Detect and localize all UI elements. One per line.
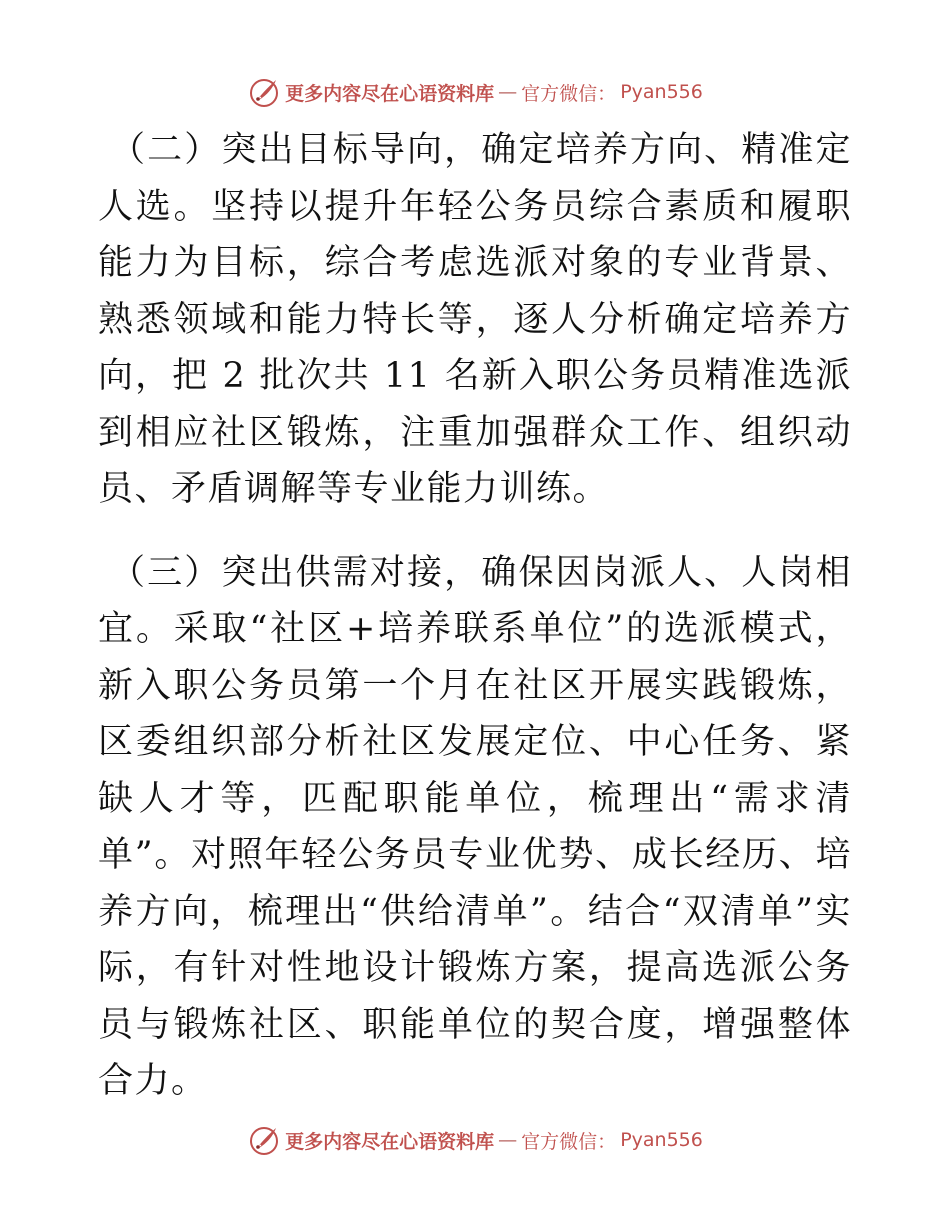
document-body [98,122,852,1110]
footer-separator: — [498,1129,518,1151]
footer-wechat-label: 官方微信： [521,1130,617,1153]
header-watermark-inner [247,75,703,109]
footer-site-text: 更多内容尽在心语资料库 [285,1130,495,1153]
header-separator: — [498,81,518,103]
quill-logo-icon [247,75,281,109]
footer-wechat-id: Pyan556 [620,1129,703,1151]
quill-logo-icon [247,1123,281,1157]
header-watermark [0,72,950,112]
footer-watermark [0,1120,950,1160]
paragraph-section-three: （三）突出供需对接，确保因岗派人、人岗相宜。采取“社区+培养联系单位”的选派模式，新入职公务员第一个月在社区开展实践锻炼，区委组织部分析社区发展定位、中心任务、紧缺人才等，匹配职能单位，梳理出“需求清单”。对照年轻公务员专业优势、成长经历、培养方向，梳理出“供给清单”。结合“双清单”实际，有针对性地设计锻炼方案，提高选派公务员与锻炼社区、职能单位的契合度，增强整体合力。 [98,552,852,1101]
header-site-text: 更多内容尽在心语资料库 [285,82,495,105]
header-wechat-id: Pyan556 [620,81,703,103]
paragraph-section-two: （二）突出目标导向，确定培养方向、精准定人选。坚持以提升年轻公务员综合素质和履职能力为目标，综合考虑选派对象的专业背景、熟悉领域和能力特长等，逐人分析确定培养方向，把 2 批次共 11 名新入职公务员精准选派到相应社区锻炼，注重加强群众工作、组织动员、矛盾调解等专业能力训练。 [98,130,852,509]
footer-watermark-inner [247,1123,703,1157]
header-wechat-label: 官方微信： [521,82,617,105]
